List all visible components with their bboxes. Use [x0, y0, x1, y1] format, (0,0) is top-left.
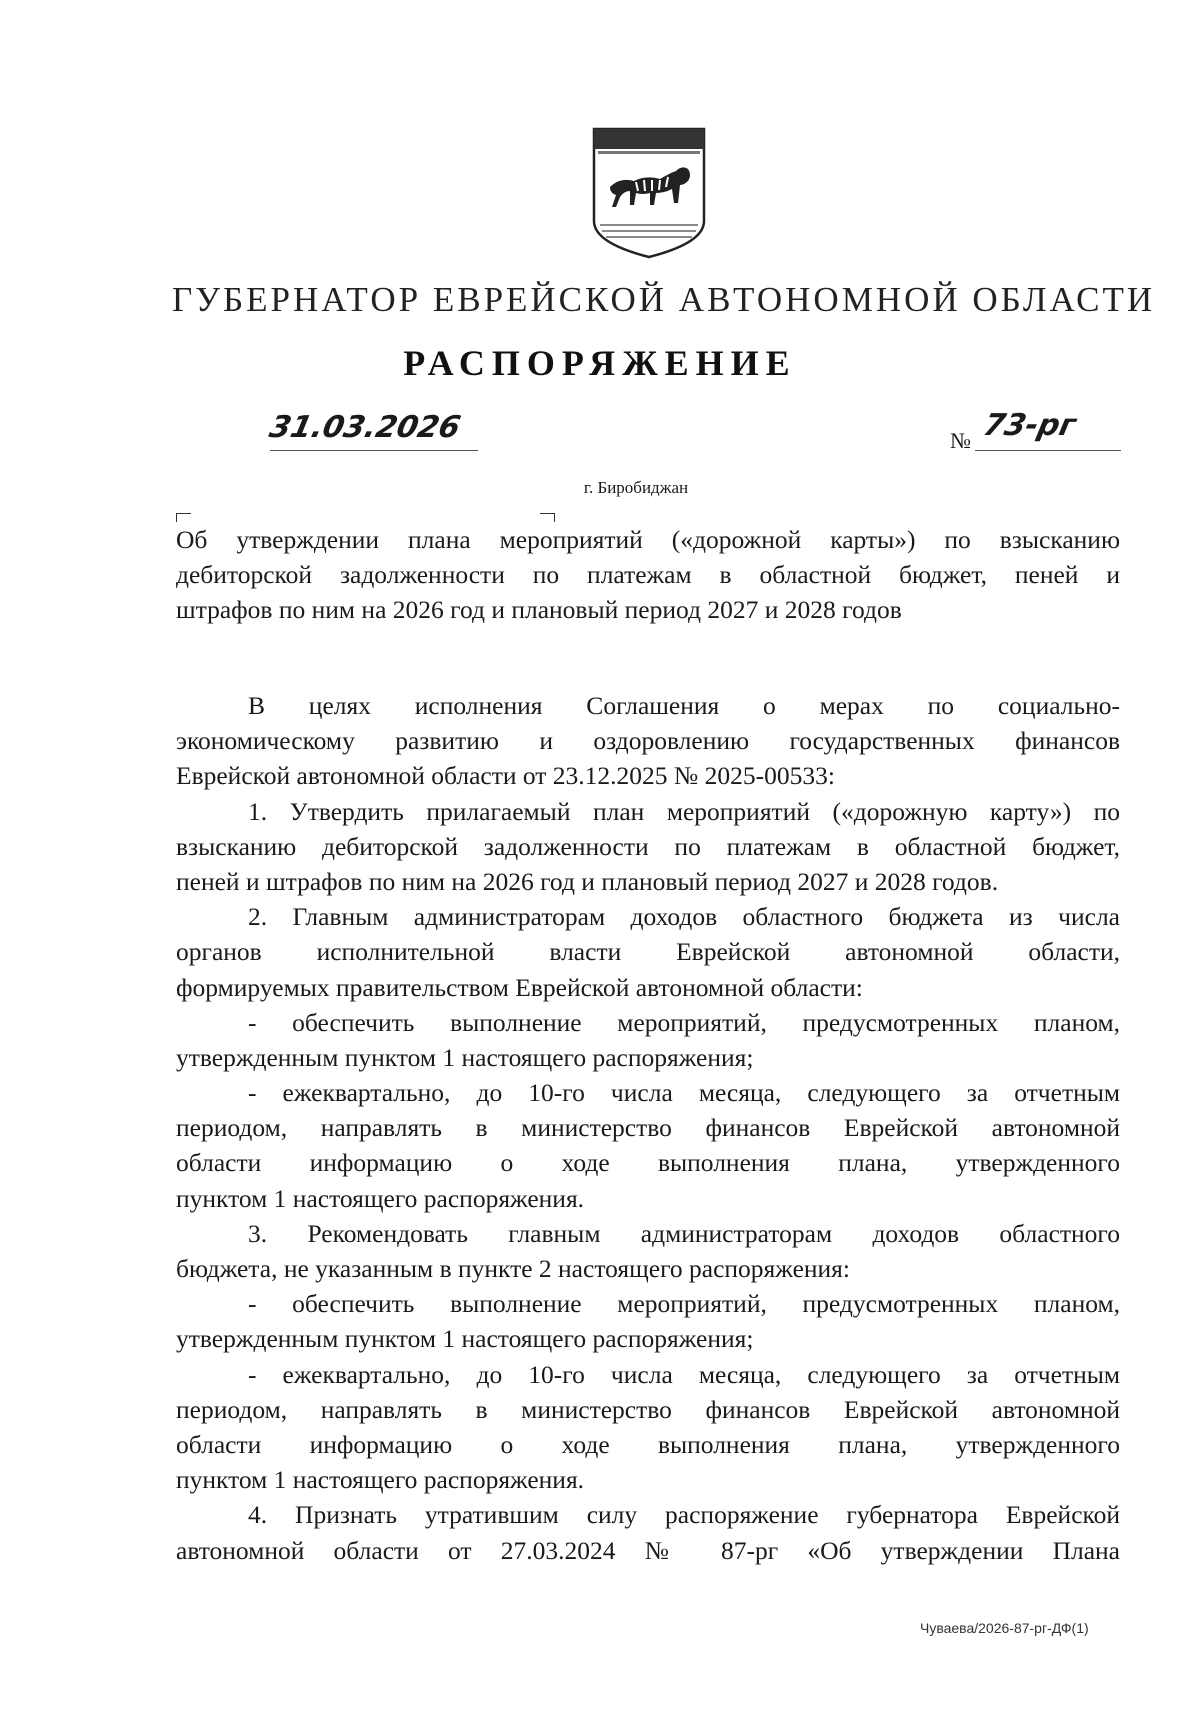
number-underline	[975, 450, 1121, 451]
handwritten-date: 31.03.2026	[266, 410, 464, 445]
place-of-issue: г. Биробиджан	[583, 478, 689, 497]
body-line: формируемых правительством Еврейской автономной области:	[176, 972, 863, 1002]
body-line: автономной области от 27.03.2024 № 87-рг «Об утверждении Плана	[176, 1535, 1120, 1565]
body-line: Еврейской автономной области от 23.12.2025 № 2025-00533:	[176, 761, 835, 791]
tiger-emblem-icon	[590, 125, 708, 261]
coat-of-arms-emblem	[590, 125, 708, 261]
body-line: взысканию дебиторской задолженности по платежам в областной бюджет,	[176, 831, 1120, 861]
document-type-heading: РАСПОРЯЖЕНИЕ	[403, 343, 797, 383]
body-line: периодом, направлять в министерство финансов Еврейской автономной	[176, 1394, 1120, 1424]
body-line: В целях исполнения Соглашения о мерах по социально-	[248, 691, 1120, 720]
body-line: - обеспечить выполнение мероприятий, предусмотренных планом,	[248, 1007, 1120, 1037]
title-right-corner-mark	[540, 513, 555, 522]
document-body	[176, 688, 1120, 1568]
body-line: экономическому развитию и оздоровлению государственных финансов	[176, 726, 1120, 756]
body-line: утвержденным пунктом 1 настоящего распоряжения;	[176, 1324, 754, 1354]
body-line: области информацию о ходе выполнения плана, утвержденного	[176, 1148, 1120, 1178]
body-line: 4. Признать утратившим силу распоряжение губернатора Еврейской	[248, 1500, 1120, 1530]
title-line: Об утверждении плана мероприятий («дорожной карты») по взысканию	[176, 525, 1120, 554]
title-line: штрафов по ним на 2026 год и плановый период 2027 и 2028 годов	[176, 595, 902, 624]
body-line: пеней и штрафов по ним на 2026 год и плановый период 2027 и 2028 годов.	[176, 866, 999, 896]
body-line: - ежеквартально, до 10-го числа месяца, следующего за отчетным	[248, 1359, 1120, 1389]
issuing-authority: ГУБЕРНАТОР ЕВРЕЙСКОЙ АВТОНОМНОЙ ОБЛАСТИ	[172, 280, 1156, 319]
handwritten-document-number: 73-рг	[980, 408, 1080, 443]
body-line: 1. Утвердить прилагаемый план мероприятий («дорожную карту») по	[248, 796, 1120, 826]
body-line: бюджета, не указанным в пункте 2 настоящего распоряжения:	[176, 1254, 850, 1283]
body-line: - ежеквартально, до 10-го числа месяца, следующего за отчетным	[248, 1078, 1120, 1108]
body-line: утвержденным пунктом 1 настоящего распоряжения;	[176, 1042, 754, 1072]
body-line: периодом, направлять в министерство финансов Еврейской автономной	[176, 1113, 1120, 1143]
title-line: дебиторской задолженности по платежам в областной бюджет, пеней и	[176, 560, 1120, 589]
body-line: органов исполнительной власти Еврейской автономной области,	[176, 937, 1120, 967]
body-line: - обеспечить выполнение мероприятий, предусмотренных планом,	[248, 1289, 1120, 1319]
body-line: 2. Главным администраторам доходов областного бюджета из числа	[248, 902, 1120, 932]
title-left-corner-mark	[176, 513, 191, 522]
body-line: пунктом 1 настоящего распоряжения.	[176, 1183, 585, 1213]
document-title	[176, 522, 1120, 627]
body-line: пунктом 1 настоящего распоряжения.	[176, 1465, 585, 1495]
body-line: 3. Рекомендовать главным администраторам доходов областного	[248, 1218, 1120, 1248]
number-sign: №	[950, 428, 971, 453]
footer-document-code: Чуваева/2026-87-рг-ДФ(1)	[920, 1620, 1089, 1636]
body-line: области информацию о ходе выполнения плана, утвержденного	[176, 1429, 1120, 1459]
date-underline	[270, 450, 478, 451]
